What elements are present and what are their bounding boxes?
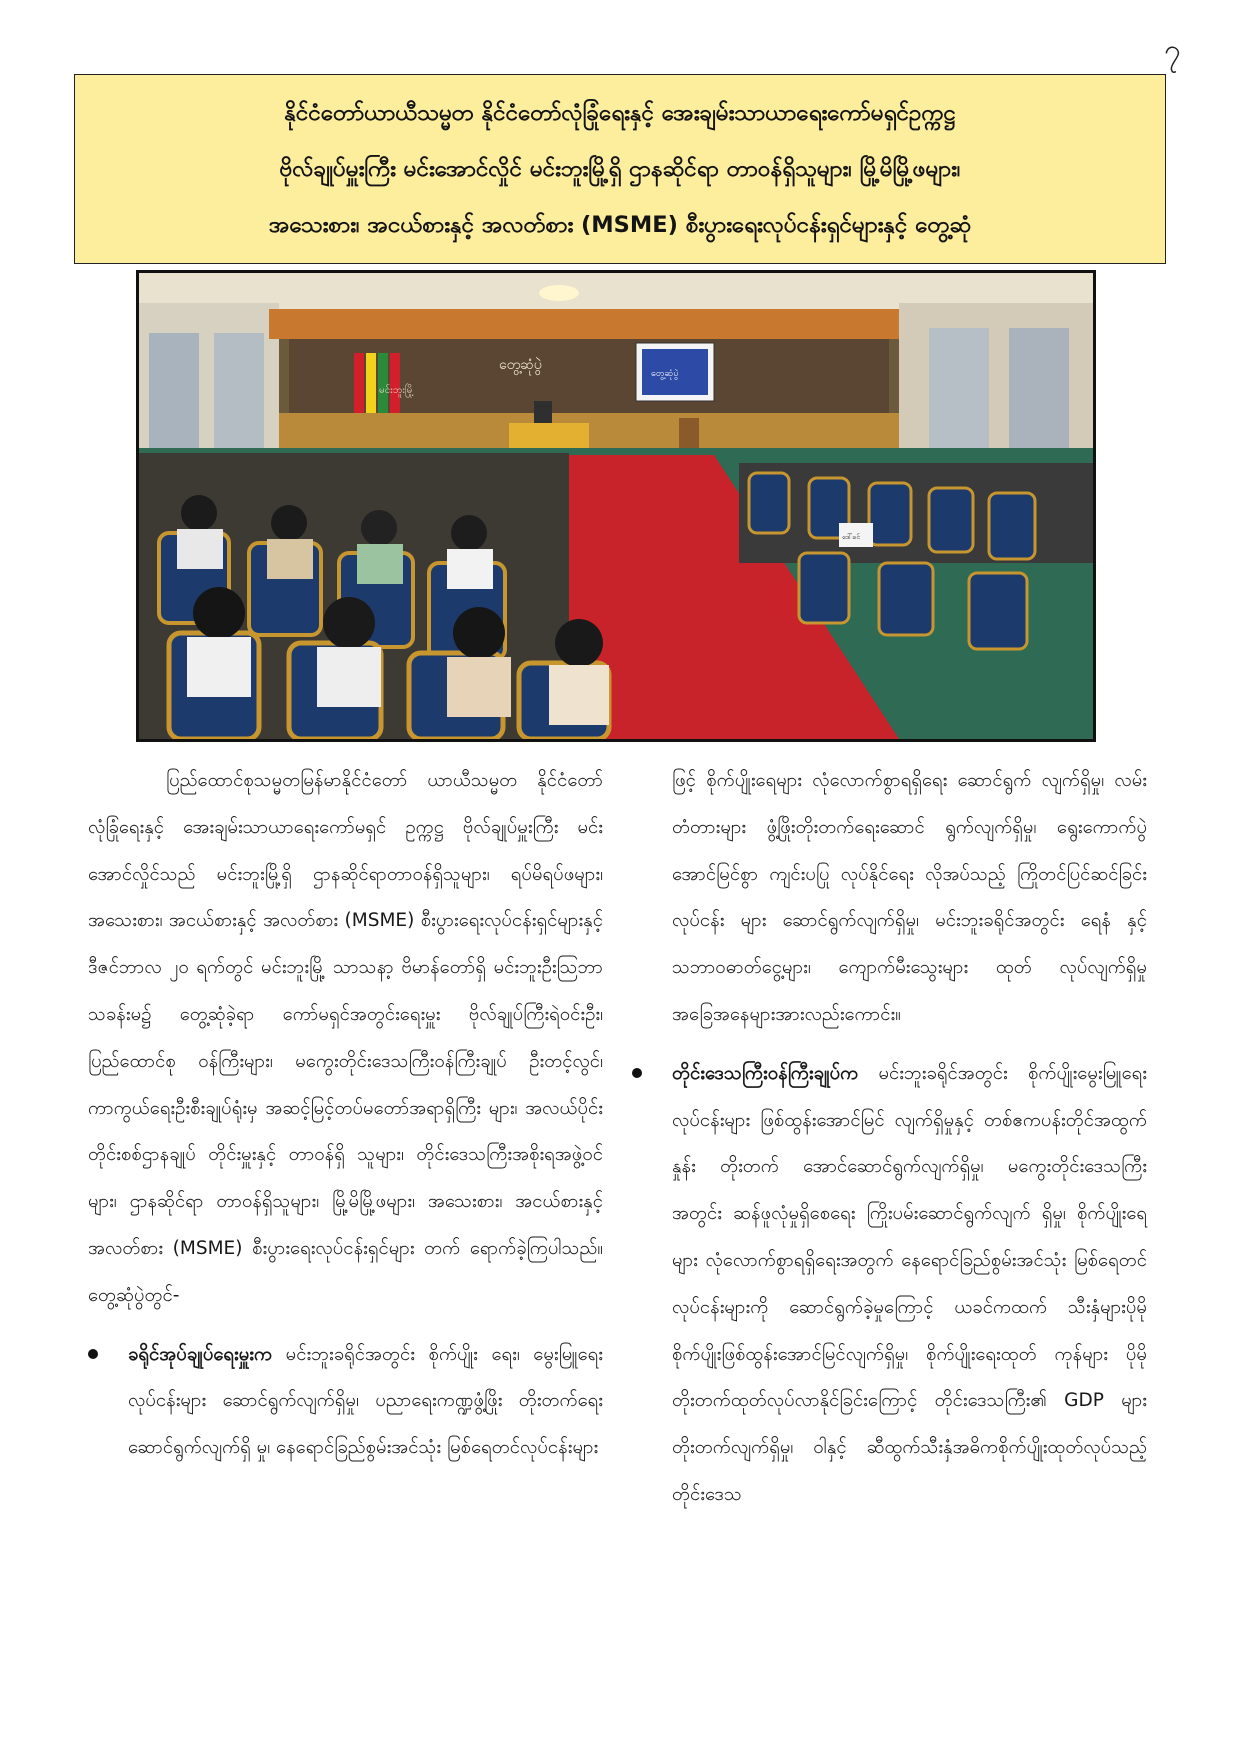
- continued-paragraph: ဖြင့် စိုက်ပျိုးရေများ လုံလောက်စွာရရှိရေး ဆောင်ရွက် လျက်ရှိမှု၊ လမ်းတံတားများ ဖွံ့ဖြိုးတိုးတက်ရေးဆောင် ရွက်လျက်ရှိမှု၊ ရွေးကောက်ပွဲအောင်မြင်စွာ ကျင်းပပြု လုပ်နိုင်ရေး လိုအပ်သည့် ကြိုတင်ပြင်ဆင်ခြင်းလုပ်ငန်း များ ဆောင်ရွက်လျက်ရှိမှု၊ မင်းဘူးခရိုင်အတွင်း ရေနံ နှင့်သဘာဝဓာတ်ငွေ့များ၊ ကျောက်မီးသွေးများ ထုတ် လုပ်လျက်ရှိမှုအခြေအနေများအားလည်းကောင်း။: [672, 770, 1147, 1025]
- banner-subtitle: မင်းဘူးမြို့: [379, 385, 414, 396]
- speaker: [534, 401, 552, 423]
- curtain-valance: [269, 309, 899, 339]
- bullet-heading: တိုင်းဒေသကြီးဝန်ကြီးချုပ်က: [672, 1062, 859, 1084]
- flag: [354, 353, 364, 413]
- headline-line-2: ဗိုလ်ချုပ်မှူးကြီး မင်းအောင်လှိုင် မင်းဘူးမြို့ရှိ ဌာနဆိုင်ရာ တာဝန်ရှိသူများ၊ မြို့မိမြို့ဖများ၊: [279, 156, 961, 182]
- table-sign: ဒေါ်ခင်: [842, 533, 861, 541]
- page-number: ၇: [1164, 33, 1181, 68]
- flag: [390, 353, 400, 413]
- right-column: [632, 758, 1147, 1519]
- intro-paragraph: ပြည်ထောင်စုသမ္မတမြန်မာနိုင်ငံတော် ယာယီသမ္မတ နိုင်ငံတော်လုံခြုံရေးနှင့် အေးချမ်းသာယာရေးကော်မရှင် ဥက္ကဋ္ဌ ဗိုလ်ချုပ်မှူးကြီး မင်းအောင်လှိုင်သည် မင်းဘူးမြို့ရှိ ဌာနဆိုင်ရာတာဝန်ရှိသူများ၊ ရပ်မိရပ်ဖများ၊ အသေးစား၊ အငယ်စားနှင့် အလတ်စား (MSME) စီးပွားရေးလုပ်ငန်းရှင်များနှင့် ဒီဇင်ဘာလ ၂၀ ရက်တွင် မင်းဘူးမြို့ သာသနာ့ ဗိမာန်တော်ရှိ မင်းဘူးဦးသြဘာသခန်းမ၌ တွေ့ဆုံခဲ့ရာ ကော်မရှင်အတွင်းရေးမှူး ဗိုလ်ချုပ်ကြီးရဲဝင်းဦး၊ ပြည်ထောင်စု ဝန်ကြီးများ၊ မကွေးတိုင်းဒေသကြီးဝန်ကြီးချုပ် ဦးတင့်လွင်၊ ကာကွယ်ရေးဦးစီးချုပ်ရုံးမှ အဆင့်မြင့်တပ်မတော်အရာရှိကြီး များ၊ အလယ်ပိုင်းတိုင်းစစ်ဌာနချုပ် တိုင်းမှူးနှင့် တာဝန်ရှိ သူများ၊ တိုင်းဒေသကြီးအစိုးရအဖွဲ့ဝင်များ၊ ဌာနဆိုင်ရာ တာဝန်ရှိသူများ၊ မြို့မိမြို့ဖများ၊ အသေးစား၊ အငယ်စားနှင့် အလတ်စား (MSME) စီးပွားရေးလုပ်ငန်းရှင်များ တက် ရောက်ခဲ့ကြပါသည်။ တွေ့ဆုံပွဲတွင်-: [88, 770, 603, 1306]
- headline-line-1: နိုင်ငံတော်ယာယီသမ္မတ နိုင်ငံတော်လုံခြုံရေးနှင့် အေးချမ်းသာယာရေးကော်မရှင်ဥက္ကဋ္ဌ: [284, 100, 956, 126]
- bullet-dot: [632, 1068, 642, 1078]
- meeting-photo: [136, 270, 1096, 742]
- flag: [366, 353, 376, 413]
- headline-box: [74, 74, 1166, 264]
- right-window-2: [1009, 328, 1069, 468]
- right-window: [929, 328, 989, 468]
- screen-text: တွေ့ဆုံပွဲ: [651, 369, 679, 379]
- left-column: [88, 758, 603, 1472]
- flag: [378, 353, 388, 413]
- headline-line-3: အသေးစား၊ အငယ်စားနှင့် အလတ်စား (MSME) စီးပွားရေးလုပ်ငန်းရှင်များနှင့် တွေ့ဆုံ: [268, 212, 972, 238]
- left-seating: [139, 453, 609, 739]
- ceiling-lamp: [539, 285, 579, 301]
- bullet-text: မင်းဘူးခရိုင်အတွင်း စိုက်ပျိုး ရေး၊ မွေးမြူရေးလုပ်ငန်းများ ဆောင်ရွက်လျက်ရှိမှု၊ ပညာရေးကဏ္ဍဖွံ့ဖြိုး တိုးတက်ရေးဆောင်ရွက်လျက်ရှိ မှု၊ နေရောင်ခြည်စွမ်းအင်သုံး မြစ်ရေတင်လုပ်ငန်းများ: [128, 1343, 603, 1459]
- meeting-photo-illustration: [139, 273, 1093, 739]
- bullet-text: မင်းဘူးခရိုင်အတွင်း စိုက်ပျိုးမွေးမြူရေးလုပ်ငန်းများ ဖြစ်ထွန်းအောင်မြင် လျက်ရှိမှုနှင့် တစ်ဧကပန်းတိုင်အထွက်နှုန်း တိုးတက် အောင်ဆောင်ရွက်လျက်ရှိမှု၊ မကွေးတိုင်းဒေသကြီး အတွင်း ဆန်ဖူလုံမှုရှိစေရေး ကြိုးပမ်းဆောင်ရွက်လျက် ရှိမှု၊ စိုက်ပျိုးရေများ လုံလောက်စွာရရှိရေးအတွက် နေရောင်ခြည်စွမ်းအင်သုံး မြစ်ရေတင်လုပ်ငန်းများကို ဆောင်ရွက်ခဲ့မှုကြောင့် ယခင်ကထက် သီးနှံများပိုမို စိုက်ပျိုးဖြစ်ထွန်းအောင်မြင်လျက်ရှိမှု၊ စိုက်ပျိုးရေးထုတ် ကုန်များ ပိုမိုတိုးတက်ထုတ်လုပ်လာနိုင်ခြင်းကြောင့် တိုင်းဒေသကြီး၏ GDP များ တိုးတက်လျက်ရှိမှု၊ ဝါနှင့် ဆီထွက်သီးနှံအဓိကစိုက်ပျိုးထုတ်လုပ်သည့် တိုင်းဒေသ: [672, 1062, 1147, 1505]
- bullet-dot: [88, 1349, 98, 1359]
- banner-title: တွေ့ဆုံပွဲ: [499, 357, 542, 373]
- bullet-chief-minister: [632, 1051, 1147, 1519]
- bullet-heading: ခရိုင်အုပ်ချုပ်ရေးမှူးက: [128, 1343, 273, 1365]
- bullet-district-admin: [88, 1332, 603, 1472]
